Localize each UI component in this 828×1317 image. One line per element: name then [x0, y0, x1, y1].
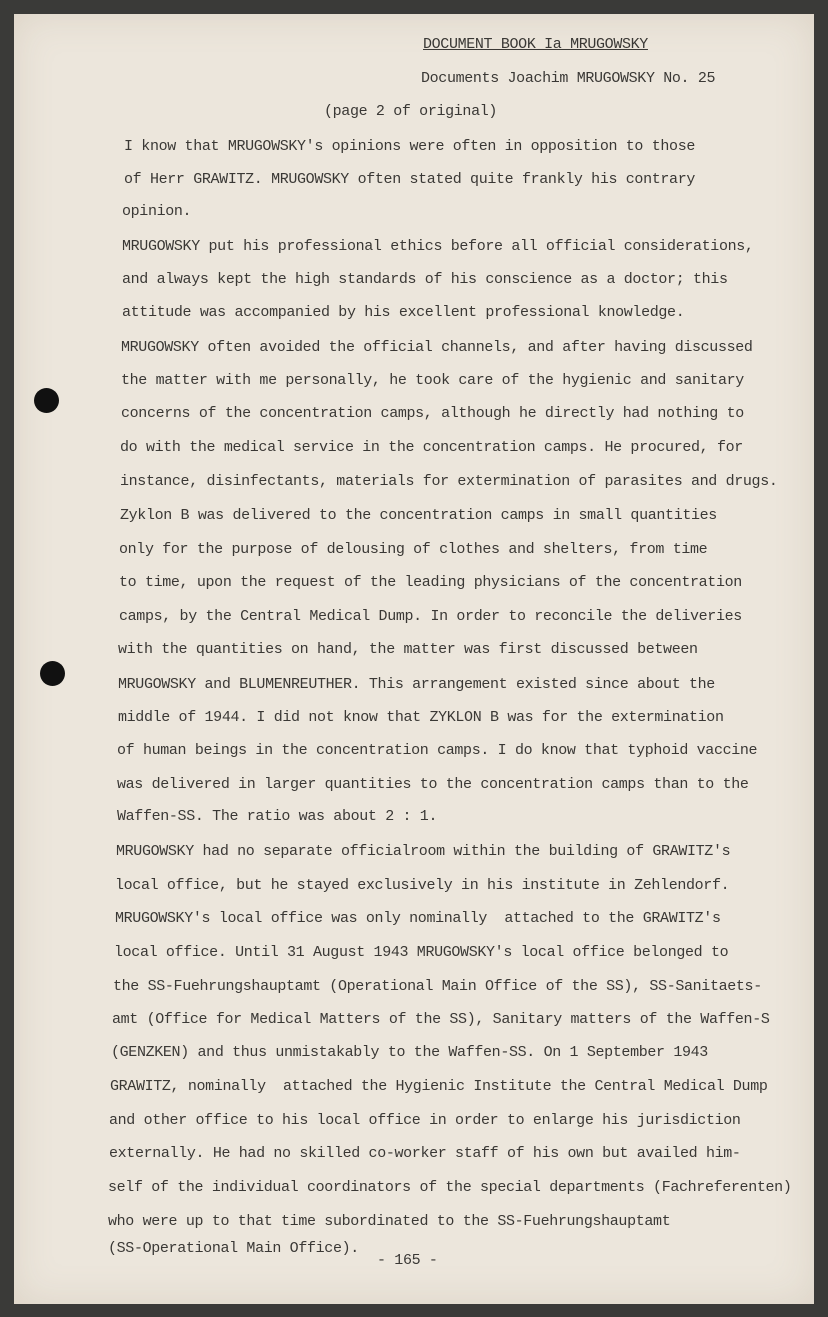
text-line: (GENZKEN) and thus unmistakably to the Waffen-SS. On 1 September 1943	[111, 1044, 708, 1061]
page-note: (page 2 of original)	[324, 103, 498, 120]
text-line: and other office to his local office in order to enlarge his jurisdiction	[109, 1112, 741, 1129]
text-line: of Herr GRAWITZ. MRUGOWSKY often stated quite frankly his contrary	[124, 171, 695, 188]
text-line: the SS-Fuehrungshauptamt (Operational Main Office of the SS), SS-Sanitaets-	[113, 978, 762, 995]
text-line: MRUGOWSKY and BLUMENREUTHER. This arrangement existed since about the	[118, 676, 715, 693]
text-line: externally. He had no skilled co-worker staff of his own but availed him-	[109, 1145, 741, 1162]
text-line: do with the medical service in the concentration camps. He procured, for	[120, 439, 743, 456]
text-line: MRUGOWSKY often avoided the official channels, and after having discussed	[121, 339, 753, 356]
text-line: local office. Until 31 August 1943 MRUGOWSKY's local office belonged to	[114, 944, 729, 961]
text-line: and always kept the high standards of his conscience as a doctor; this	[122, 271, 728, 288]
text-line: amt (Office for Medical Matters of the SS), Sanitary matters of the Waffen-S	[112, 1011, 770, 1028]
text-line: I know that MRUGOWSKY's opinions were often in opposition to those	[124, 138, 695, 155]
document-book-title: DOCUMENT BOOK Ia MRUGOWSKY	[423, 36, 648, 53]
text-line: attitude was accompanied by his excellent professional knowledge.	[122, 304, 685, 321]
text-line: to time, upon the request of the leading physicians of the concentration	[119, 574, 742, 591]
text-line: local office, but he stayed exclusively in his institute in Zehlendorf.	[115, 877, 730, 894]
text-line: was delivered in larger quantities to the concentration camps than to the	[117, 776, 749, 793]
text-line: Waffen-SS. The ratio was about 2 : 1.	[117, 808, 438, 825]
text-line: instance, disinfectants, materials for extermination of parasites and drugs.	[120, 473, 778, 490]
text-line: who were up to that time subordinated to the SS-Fuehrungshauptamt	[108, 1213, 671, 1230]
text-line: MRUGOWSKY had no separate officialroom within the building of GRAWITZ's	[116, 843, 731, 860]
text-line: GRAWITZ, nominally attached the Hygienic Institute the Central Medical Dump	[110, 1078, 768, 1095]
document-reference: Documents Joachim MRUGOWSKY No. 25	[421, 70, 716, 87]
text-line: MRUGOWSKY's local office was only nominally attached to the GRAWITZ's	[115, 910, 721, 927]
text-line: Zyklon B was delivered to the concentration camps in small quantities	[120, 507, 717, 524]
text-line: only for the purpose of delousing of clothes and shelters, from time	[119, 541, 708, 558]
text-line: concerns of the concentration camps, although he directly had nothing to	[121, 405, 744, 422]
text-line: camps, by the Central Medical Dump. In order to reconcile the deliveries	[119, 608, 742, 625]
text-line: middle of 1944. I did not know that ZYKLON B was for the extermination	[118, 709, 724, 726]
text-line: opinion.	[122, 203, 192, 220]
text-line: (SS-Operational Main Office).	[108, 1240, 359, 1257]
punch-hole	[34, 388, 59, 413]
punch-hole	[40, 661, 65, 686]
text-line: self of the individual coordinators of the special departments (Fachreferenten)	[108, 1179, 792, 1196]
text-line: of human beings in the concentration camps. I do know that typhoid vaccine	[117, 742, 758, 759]
text-line: MRUGOWSKY put his professional ethics before all official considerations,	[122, 238, 754, 255]
text-line: with the quantities on hand, the matter was first discussed between	[118, 641, 698, 658]
page-number: - 165 -	[377, 1252, 438, 1269]
text-line: the matter with me personally, he took care of the hygienic and sanitary	[121, 372, 744, 389]
document-page	[14, 14, 814, 1304]
